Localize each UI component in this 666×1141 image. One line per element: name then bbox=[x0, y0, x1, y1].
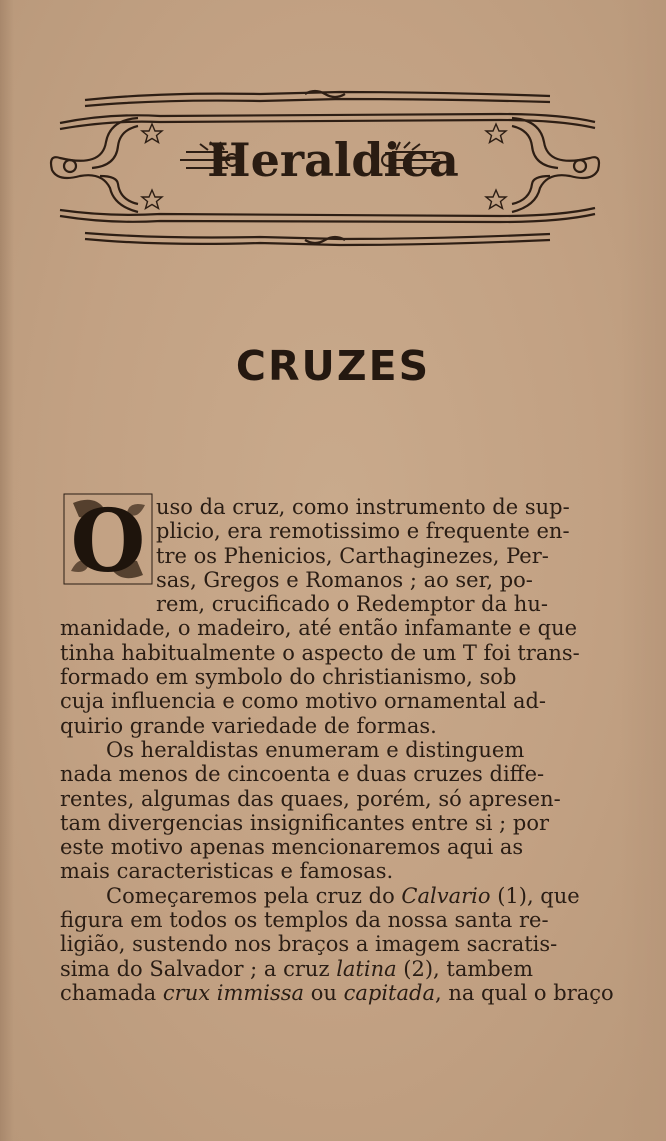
text-line: chamada crux immissa ou capitada , na qual o braço bbox=[60, 980, 614, 1005]
text-line: cuja influencia e como motivo ornamental ad- bbox=[60, 689, 547, 714]
text-line: manidade, o madeiro, até então infamante e que bbox=[60, 616, 578, 641]
body-text bbox=[60, 495, 614, 1005]
text-line: ligião, sustendo nos braços a imagem sacratis- bbox=[60, 932, 558, 957]
star-icon bbox=[486, 190, 506, 209]
text-line: plicio, era remotissimo e frequente en- bbox=[156, 519, 570, 544]
text-line: sas, Gregos e Romanos ; ao ser, po- bbox=[156, 567, 533, 592]
text-line: tre os Phenicios, Carthaginezes, Per- bbox=[156, 543, 549, 568]
text-line: tinha habitualmente o aspecto de um T foi trans- bbox=[60, 640, 580, 665]
text-line: figura em todos os templos da nossa santa re- bbox=[60, 908, 549, 933]
text-line: rentes, algumas das quaes, porém, só apresen- bbox=[60, 786, 561, 811]
star-icon bbox=[142, 190, 162, 209]
text-line: sima do Salvador ; a cruz latina (2), tambem bbox=[60, 956, 534, 981]
drop-cap-letter: O bbox=[70, 493, 146, 585]
text-line: uso da cruz, como instrumento de sup- bbox=[156, 495, 570, 519]
text-line: tam divergencias insignificantes entre si ; por bbox=[60, 810, 550, 835]
text-line: Começaremos pela cruz do Calvario (1), que bbox=[106, 883, 580, 908]
text-line: formado em symbolo do christianismo, sob bbox=[60, 665, 517, 690]
header-title: Heraldica bbox=[207, 133, 459, 187]
text-line: este motivo apenas mencionaremos aqui as bbox=[60, 835, 524, 860]
text-line: quirio grande variedade de formas. bbox=[60, 713, 437, 738]
text-line: mais caracteristicas e famosas. bbox=[60, 859, 394, 884]
text-line: nada menos de cincoenta e duas cruzes diffe- bbox=[60, 762, 545, 787]
section-title: CRUZES bbox=[235, 342, 431, 390]
text-line: Os heraldistas enumeram e distinguem bbox=[106, 737, 525, 762]
text-line: rem, crucificado o Redemptor da hu- bbox=[156, 592, 548, 617]
